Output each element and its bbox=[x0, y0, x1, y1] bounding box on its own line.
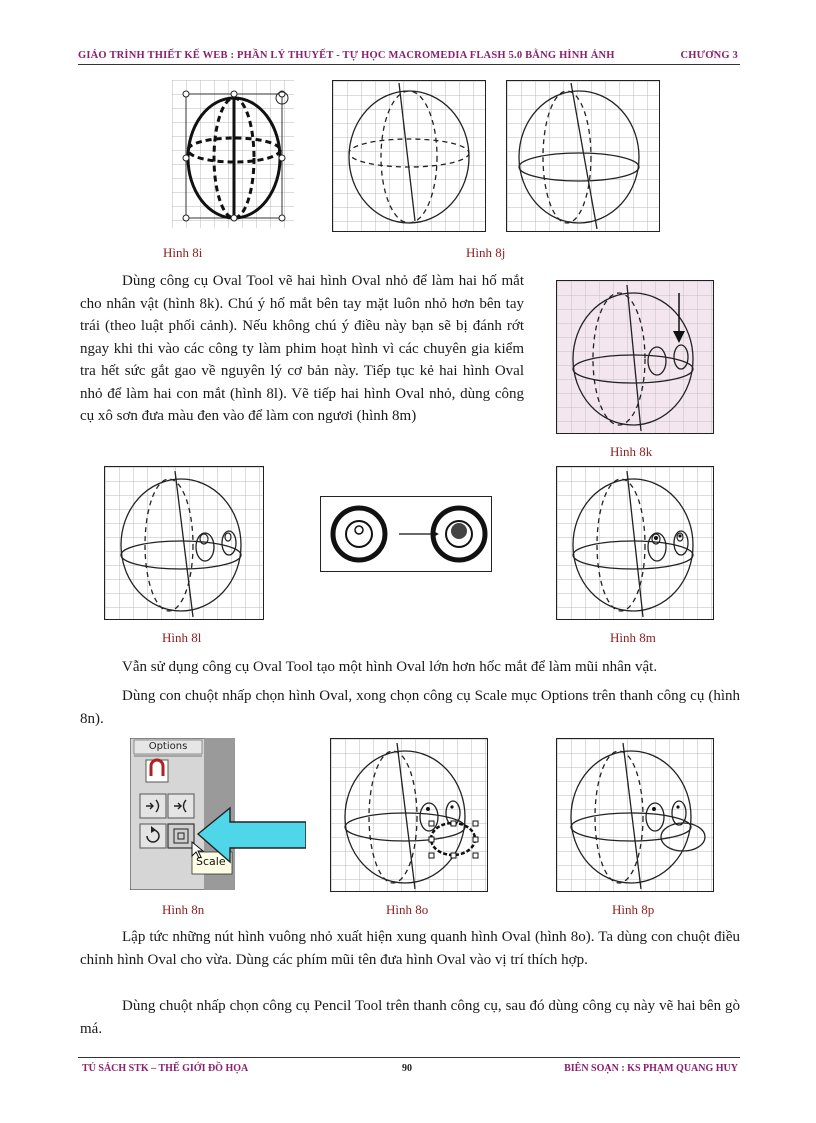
paragraph-oval-eyes: Dùng công cụ Oval Tool vẽ hai hình Oval nhỏ để làm hai hố mắt cho nhân vật (hình 8k). Chú ý hố mắt bên tay mặt luôn nhỏ hơn bên tay trái (theo luật phối cảnh). Nếu không chú ý điều này bạn sẽ bị đánh rớt ngay khi thi vào các công ty làm phim hoạt hình vì các chuyên gia kiểm tra hết sức gắt gao về nguyên lý cơ bản này. Tiếp tục kẻ hai hình Oval nhỏ để làm hai con mắt (hình 8l). Vẽ tiếp hai hình Oval nhỏ, dùng công cụ xô sơn đưa màu đen vào để làm con ngươi (hình 8m) bbox=[80, 273, 524, 424]
caption-8j: Hình 8j bbox=[466, 245, 506, 260]
options-title: Options bbox=[148, 741, 188, 752]
header-title: GIÁO TRÌNH THIẾT KẾ WEB : PHẦN LÝ THUYẾT - TỰ HỌC MACROMEDIA FLASH 5.0 BẰNG HÌNH ẢNH bbox=[78, 50, 615, 61]
figure-8n bbox=[130, 738, 306, 890]
paragraph-scale-tool: Dùng con chuột nhấp chọn hình Oval, xong chọn công cụ Scale mục Options trên thanh công cụ (hình 8n). bbox=[80, 688, 740, 727]
figure-8m bbox=[556, 466, 714, 620]
paragraph-handles: Lập tức những nút hình vuông nhỏ xuất hiện xung quanh hình Oval (hình 8o). Ta dùng con chuột điều chỉnh hình Oval cho vừa. Dùng các phím mũi tên đưa hình Oval vào vị trí thích hợp. bbox=[80, 929, 740, 968]
footer-rule bbox=[78, 1057, 740, 1058]
caption-8o: Hình 8o bbox=[386, 902, 429, 917]
paragraph-pencil-tool: Dùng chuột nhấp chọn công cụ Pencil Tool trên thanh công cụ, sau đó dùng công cụ này vẽ hai bên gò má. bbox=[80, 998, 740, 1037]
caption-8n: Hình 8n bbox=[162, 902, 205, 917]
header-rule bbox=[78, 64, 740, 65]
caption-8l: Hình 8l bbox=[162, 630, 202, 645]
figure-8l bbox=[104, 466, 264, 620]
header-chapter: CHƯƠNG 3 bbox=[680, 50, 738, 61]
scale-tooltip: Scale bbox=[196, 855, 226, 868]
caption-8m: Hình 8m bbox=[610, 630, 656, 645]
paragraph-nose-oval: Vẫn sử dụng công cụ Oval Tool tạo một hình Oval lớn hơn hốc mắt để làm mũi nhân vật. bbox=[122, 659, 658, 675]
figure-8p bbox=[556, 738, 714, 892]
page-header bbox=[78, 50, 738, 64]
footer-series: TỦ SÁCH STK – THẾ GIỚI ĐỒ HỌA bbox=[82, 1063, 249, 1074]
footer-author: BIÊN SOẠN : KS PHẠM QUANG HUY bbox=[564, 1063, 738, 1074]
figure-8i bbox=[172, 80, 294, 228]
caption-8i: Hình 8i bbox=[163, 245, 203, 260]
page-number: 90 bbox=[402, 1063, 412, 1074]
caption-8p: Hình 8p bbox=[612, 902, 655, 917]
figure-8-middle bbox=[332, 80, 486, 232]
figure-8j bbox=[506, 80, 660, 232]
figure-8k bbox=[556, 280, 714, 434]
figure-eye-detail bbox=[320, 496, 492, 572]
caption-8k: Hình 8k bbox=[610, 444, 653, 459]
page-footer bbox=[82, 1063, 738, 1077]
figure-8o bbox=[330, 738, 488, 892]
